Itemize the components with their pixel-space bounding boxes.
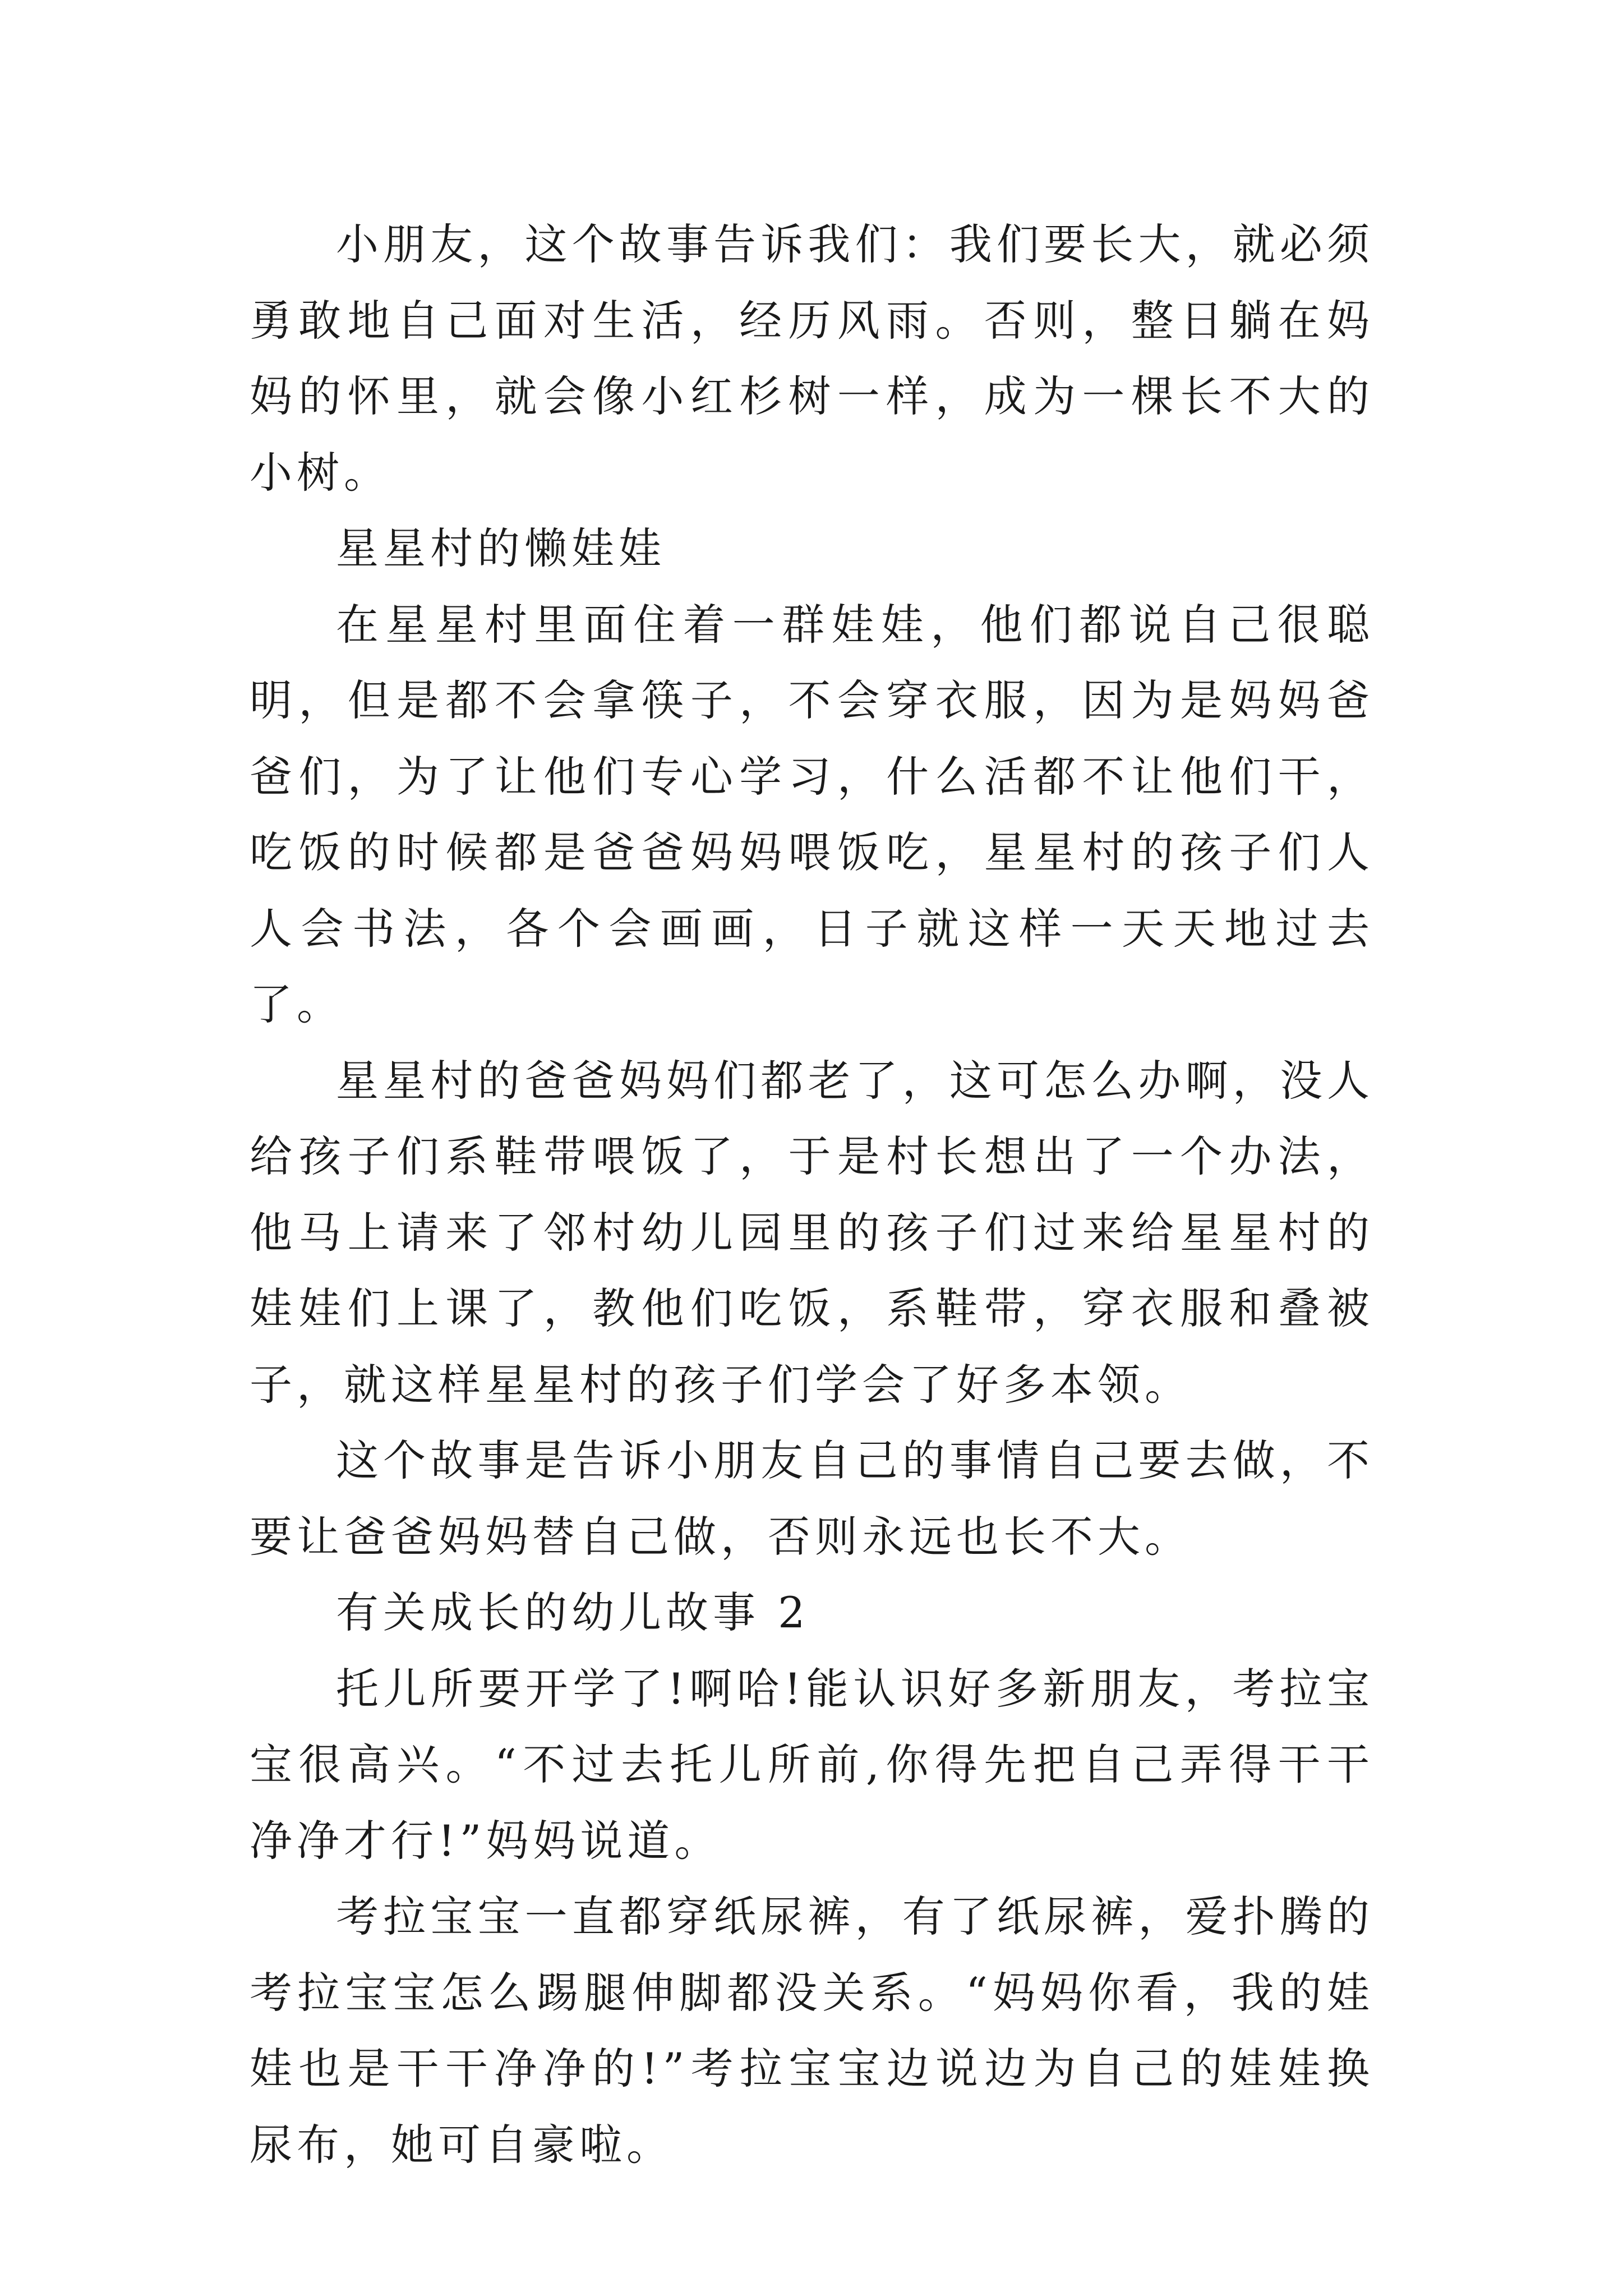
paragraph-star-village-intro: 在星星村里面住着一群娃娃，他们都说自己很聪明，但是都不会拿筷子，不会穿衣服，因为是妈妈爸爸们，为了让他们专心学习，什么活都不让他们干，吃饭的时候都是爸爸妈妈喂饭吃，星星村的孩子们人人会书法，各个会画画，日子就这样一天天地过去了。 <box>250 599 1374 1029</box>
story-title-lazy-dolls: 星星村的懒娃娃 <box>336 523 666 573</box>
paragraph-koala-nursery: 托儿所要开学了!啊哈!能认识好多新朋友，考拉宝宝很高兴。“不过去托儿所前,你得先把自己弄得干干净净才行!”妈妈说道。 <box>250 1663 1374 1866</box>
document-body <box>250 206 1374 2183</box>
paragraph-star-village-moral: 这个故事是告诉小朋友自己的事情自己要去做，不要让爸爸妈妈替自己做，否则永远也长不大。 <box>250 1435 1374 1562</box>
paragraph-star-village-parents: 星星村的爸爸妈妈们都老了，这可怎么办啊，没人给孩子们系鞋带喂饭了，于是村长想出了一个办法，他马上请来了邻村幼儿园里的孩子们过来给星星村的娃娃们上课了，教他们吃饭，系鞋带，穿衣服和叠被子，就这样星星村的孩子们学会了好多本领。 <box>250 1055 1374 1410</box>
paragraph-moral-grow-up: 小朋友，这个故事告诉我们：我们要长大，就必须勇敢地自己面对生活，经历风雨。否则，整日躺在妈妈的怀里，就会像小红杉树一样，成为一棵长不大的小树。 <box>250 219 1374 498</box>
paragraph-koala-diapers: 考拉宝宝一直都穿纸尿裤，有了纸尿裤，爱扑腾的考拉宝宝怎么踢腿伸脚都没关系。“妈妈你看，我的娃娃也是干干净净的!”考拉宝宝边说边为自己的娃娃换尿布，她可自豪啦。 <box>250 1892 1374 2170</box>
story-title-growth-2: 有关成长的幼儿故事 2 <box>336 1588 810 1637</box>
